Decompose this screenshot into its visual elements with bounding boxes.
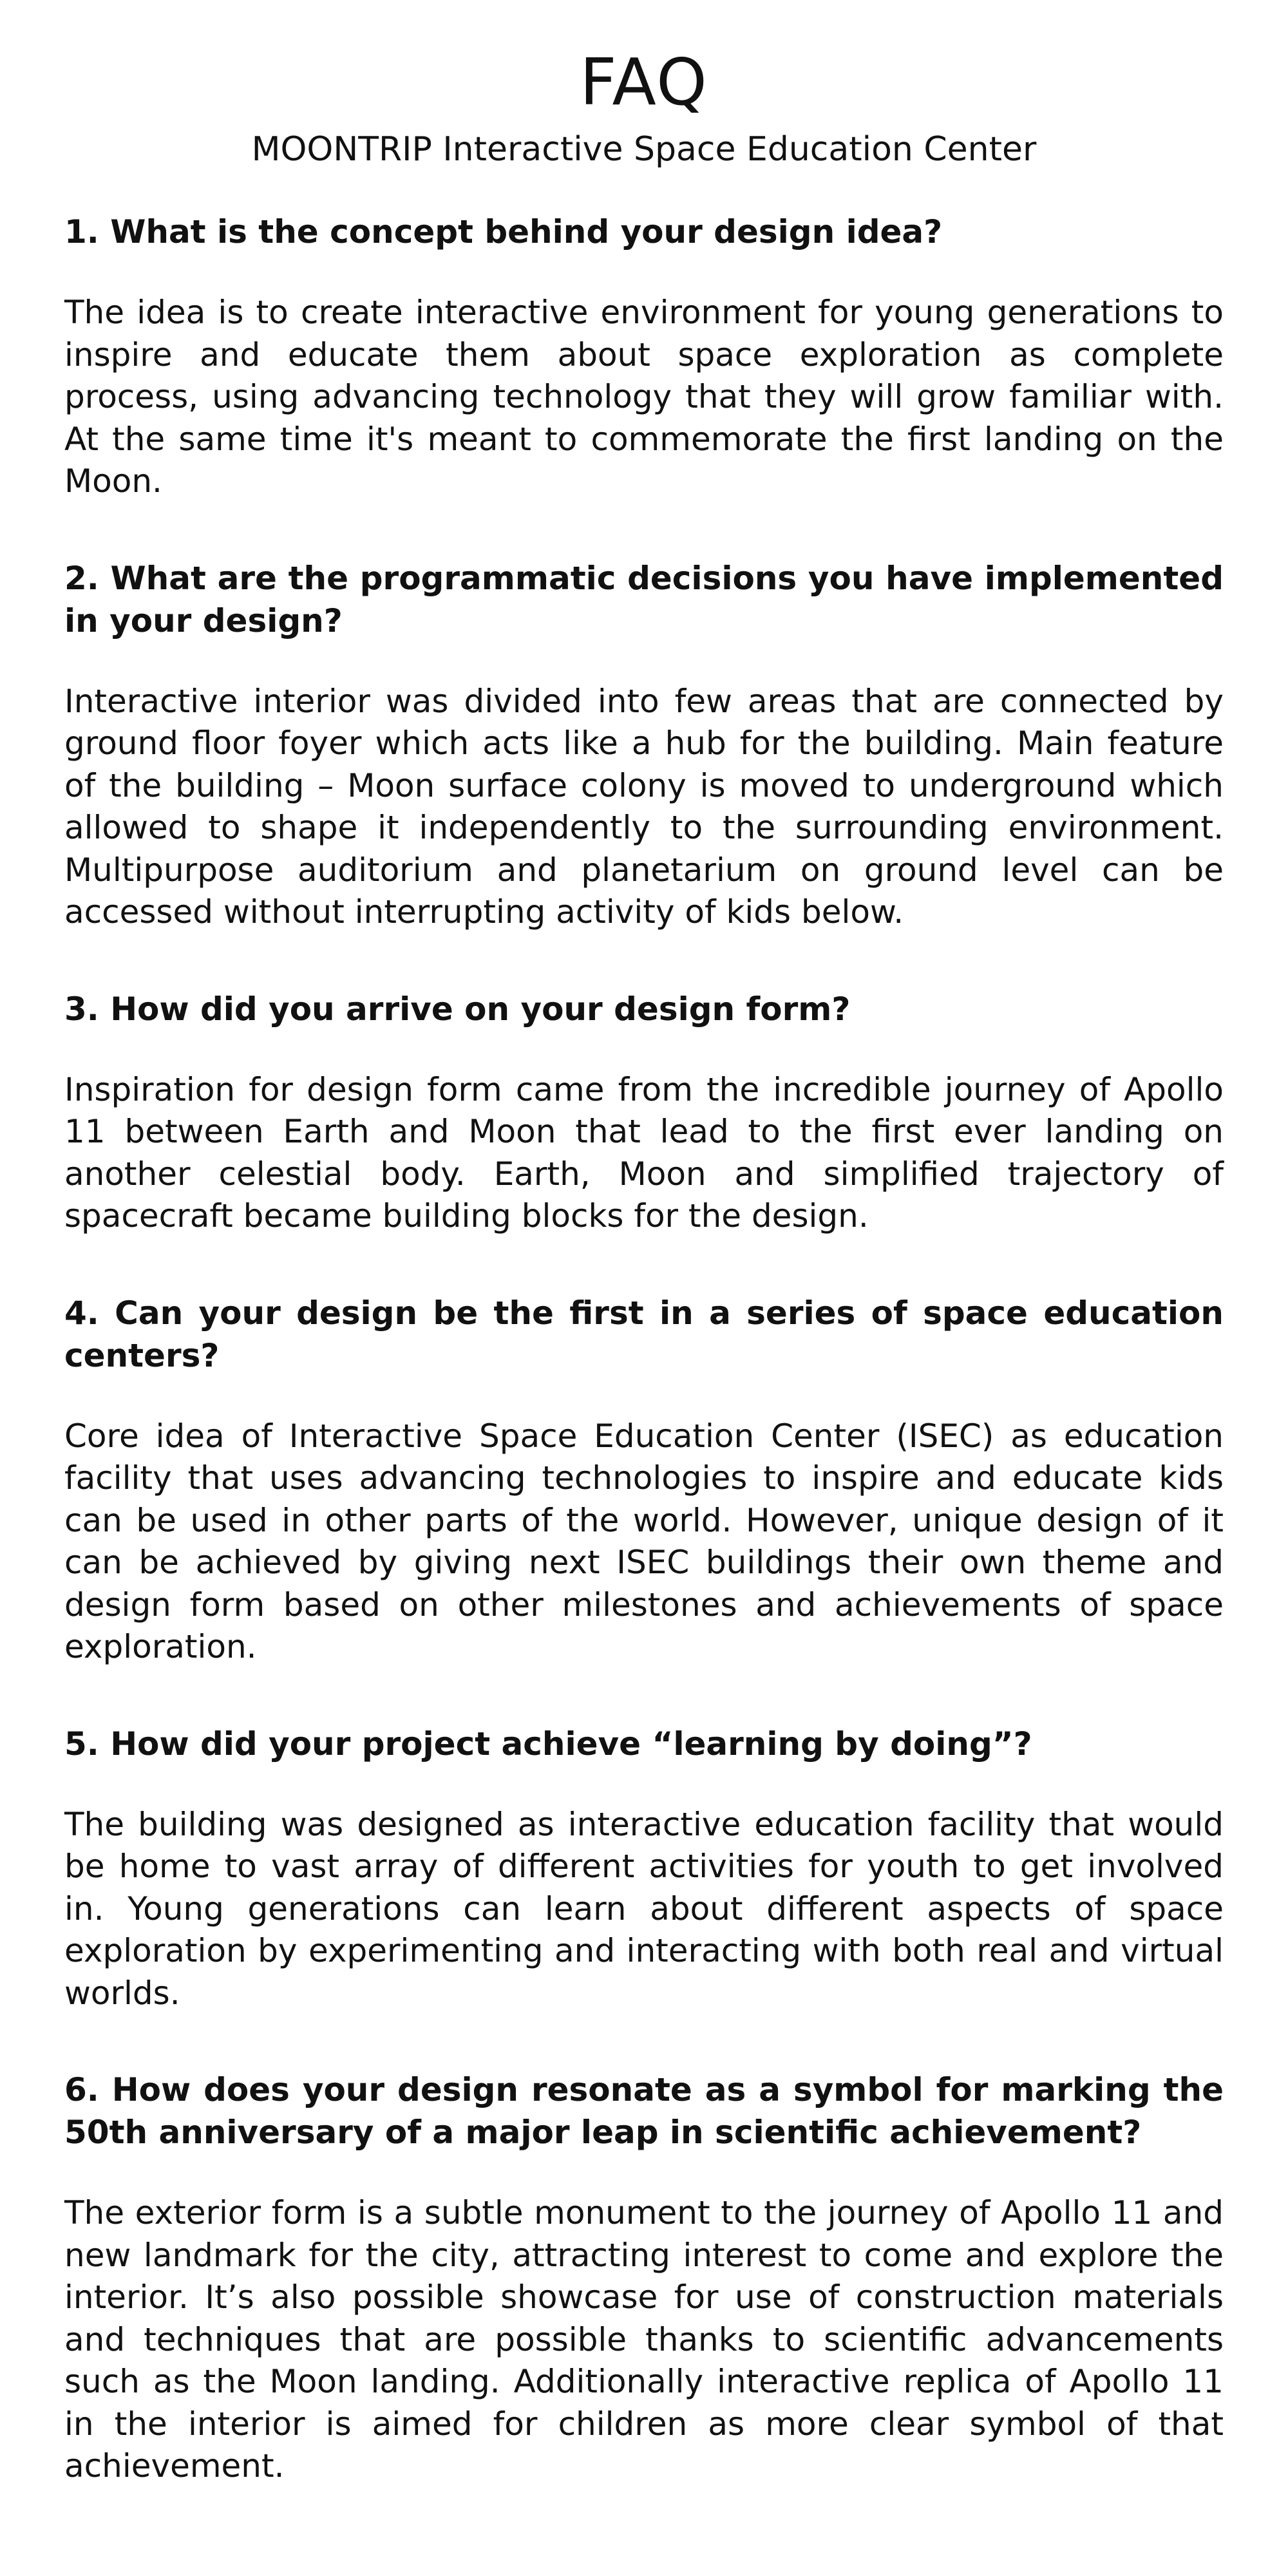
page-subtitle: MOONTRIP Interactive Space Education Center — [251, 130, 1037, 169]
faq-answer: The building was designed as interactive education facility that would be home to vast array of different activities for youth to get involved in. Young generations can learn about different aspects of space exploration by experimenting and interacting with both real and virtual worlds. — [64, 1805, 1224, 2012]
faq-item-1 — [64, 211, 1224, 503]
faq-item-2 — [64, 557, 1224, 934]
page-header — [64, 0, 1224, 168]
faq-item-6 — [64, 2069, 1224, 2488]
faq-question: 5. How did your project achieve “learning by doing”? — [64, 1725, 1032, 1763]
faq-question: 4. Can your design be the first in a series of space education centers? — [64, 1294, 1224, 1374]
faq-list — [64, 211, 1224, 2488]
faq-question: 1. What is the concept behind your design idea? — [64, 213, 943, 251]
faq-item-3 — [64, 988, 1224, 1238]
faq-answer: Core idea of Interactive Space Education Center (ISEC) as education facility that uses advancing technologies to inspire and educate kids can be used in other parts of the world. However, unique design of it can be achieved by giving next ISEC buildings their own theme and design form based on other milestones and achievements of space exploration. — [64, 1417, 1224, 1666]
page-title: FAQ — [580, 44, 708, 120]
faq-item-5 — [64, 1723, 1224, 2015]
faq-answer: The exterior form is a subtle monument to the journey of Apollo 11 and new landmark for the city, attracting interest to come and explore the interior. It’s also possible showcase for use of construction materials and techniques that are possible thanks to scientific advancements such as the Moon landing. Additionally interactive replica of Apollo 11 in the interior is aimed for children as more clear symbol of that achievement. — [64, 2194, 1224, 2485]
faq-question: 6. How does your design resonate as a symbol for marking the 50th anniversary of a major leap in scientific achievement? — [64, 2071, 1224, 2152]
faq-answer: The idea is to create interactive environment for young generations to inspire and educate them about space exploration as complete process, using advancing technology that they will grow familiar with. At the same time it's meant to commemorate the first landing on the Moon. — [64, 294, 1224, 500]
faq-question: 3. How did you arrive on your design form? — [64, 990, 851, 1028]
faq-question: 2. What are the programmatic decisions you have implemented in your design? — [64, 559, 1224, 639]
faq-answer: Interactive interior was divided into few areas that are connected by ground floor foyer which acts like a hub for the building. Main feature of the building – Moon surface colony is moved to underground which allowed to shape it independently to the surrounding environment. Multipurpose auditorium and planetarium on ground level can be accessed without interrupting activity of kids below. — [64, 682, 1224, 931]
faq-item-4 — [64, 1292, 1224, 1669]
faq-answer: Inspiration for design form came from the incredible journey of Apollo 11 between Earth and Moon that lead to the first ever landing on another celestial body. Earth, Moon and simplified trajectory of spacecraft became building blocks for the design. — [64, 1070, 1224, 1235]
